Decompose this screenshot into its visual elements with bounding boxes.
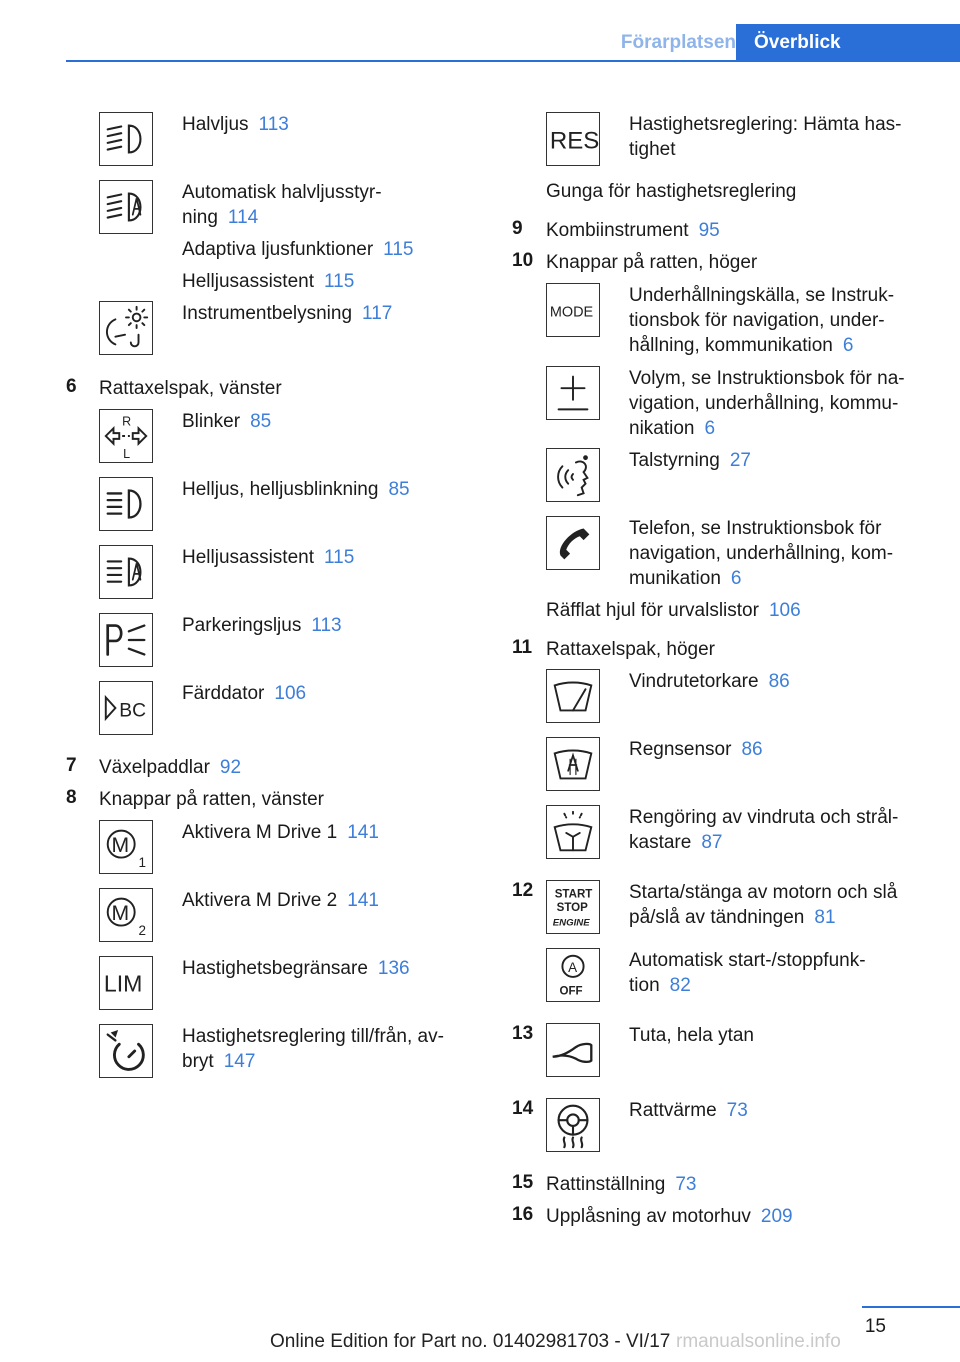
horn-icon — [546, 1023, 600, 1077]
item-line: Växelpaddlar — [99, 757, 210, 778]
m2-icon — [99, 888, 153, 942]
item-line: Automatisk halvljusstyr- — [182, 182, 382, 203]
item-text — [629, 805, 898, 855]
page-reference-link[interactable]: 113 — [311, 615, 342, 636]
item-line: Färddator — [182, 683, 265, 704]
page-reference-link[interactable]: 6 — [704, 418, 716, 439]
item-number: 12 — [512, 880, 534, 901]
item-line: Rattaxelspak, höger — [546, 639, 715, 660]
item-line: Underhållningskälla, se Instruk- — [629, 285, 895, 306]
item-text — [182, 112, 289, 137]
item-line: på/slå av tändningen — [629, 907, 805, 928]
item-number: 10 — [512, 250, 534, 271]
item-line: Hastighetsreglering till/från, av- — [182, 1026, 444, 1047]
page-reference-link[interactable]: 81 — [814, 907, 836, 928]
page-reference-link[interactable]: 106 — [274, 683, 307, 704]
footer-line — [862, 1306, 960, 1308]
item-line: Helljusassistent — [182, 547, 314, 568]
item-text — [99, 376, 282, 401]
item-line: Instrumentbelysning — [182, 303, 353, 324]
item-text — [629, 366, 905, 441]
item-text — [629, 1023, 754, 1048]
item-number: 6 — [66, 376, 77, 397]
item-text — [629, 669, 790, 694]
item-number: 8 — [66, 787, 77, 808]
item-line: Knappar på ratten, höger — [546, 252, 758, 273]
item-line: Gunga för hastighetsreglering — [546, 181, 797, 202]
page-reference-link[interactable]: 147 — [223, 1051, 256, 1072]
page-reference-link[interactable]: 209 — [760, 1206, 793, 1227]
svg-text:BC: BC — [119, 700, 147, 722]
wiper-icon — [546, 669, 600, 723]
item-line: Halvljus — [182, 114, 249, 135]
m1-icon — [99, 820, 153, 874]
item-line: Blinker — [182, 411, 241, 432]
item-line: Aktivera M Drive 1 — [182, 822, 338, 843]
item-line: Upplåsning av motorhuv — [546, 1206, 751, 1227]
item-text — [182, 269, 354, 294]
svg-text:M: M — [111, 901, 130, 925]
item-text — [182, 237, 413, 262]
page-reference-link[interactable]: 73 — [726, 1100, 748, 1121]
item-line: Rengöring av vindruta och strål- — [629, 807, 899, 828]
item-line: ning — [182, 207, 218, 228]
item-line: Tuta, hela ytan — [629, 1025, 754, 1046]
page-reference-link[interactable]: 85 — [250, 411, 272, 432]
page-reference-link[interactable]: 113 — [258, 114, 289, 135]
item-text — [629, 448, 751, 473]
item-line: Rattvärme — [629, 1100, 717, 1121]
page-reference-link[interactable]: 117 — [362, 303, 393, 324]
item-text — [546, 637, 715, 662]
item-text — [182, 180, 382, 230]
item-line: tighet — [629, 139, 676, 160]
item-line: tion — [629, 975, 660, 996]
washer-icon — [546, 805, 600, 859]
svg-text:RES: RES — [549, 127, 599, 155]
item-line: Aktivera M Drive 2 — [182, 890, 338, 911]
item-text — [182, 545, 354, 570]
page-reference-link[interactable]: 92 — [219, 757, 242, 778]
auto-low-beam-icon — [99, 180, 153, 234]
item-text — [546, 250, 757, 275]
item-line: tionsbok för navigation, under- — [629, 310, 885, 331]
auto-start-off-icon — [546, 948, 600, 1002]
item-text — [182, 477, 410, 502]
item-line: hållning, kommunikation — [629, 335, 833, 356]
item-text — [99, 755, 241, 780]
item-line: Regnsensor — [629, 739, 732, 760]
instrument-lighting-icon — [99, 301, 153, 355]
high-beam-assist-icon — [99, 545, 153, 599]
svg-text:M: M — [111, 833, 130, 857]
res-icon — [546, 112, 600, 166]
svg-text:L: L — [123, 447, 131, 462]
page-reference-link[interactable]: 106 — [768, 600, 801, 621]
svg-text:START: START — [554, 888, 593, 901]
start-stop-icon — [546, 880, 600, 934]
item-line: Parkeringsljus — [182, 615, 302, 636]
svg-text:1: 1 — [138, 855, 147, 871]
mode-icon — [546, 283, 600, 337]
page-reference-link[interactable]: 115 — [324, 547, 355, 568]
page-reference-link[interactable]: 141 — [347, 822, 379, 843]
item-number: 15 — [512, 1172, 534, 1193]
bc-icon — [99, 681, 153, 735]
item-line: Helljus, helljusblinkning — [182, 479, 379, 500]
voice-control-icon — [546, 448, 600, 502]
item-line: Hastighetsbegränsare — [182, 958, 368, 979]
item-text — [629, 516, 893, 591]
item-text — [629, 1098, 748, 1123]
item-text — [546, 218, 720, 243]
item-text — [546, 1204, 793, 1229]
low-beam-icon — [99, 112, 153, 166]
item-line: vigation, underhållning, kommu- — [629, 393, 899, 414]
page-reference-link[interactable]: 95 — [698, 220, 720, 241]
item-text — [182, 820, 379, 845]
item-text — [182, 681, 306, 706]
item-line: Talstyrning — [629, 450, 720, 471]
tab-overview[interactable]: Överblick — [736, 24, 960, 62]
item-number: 13 — [512, 1023, 534, 1044]
page-reference-link[interactable]: 27 — [729, 450, 751, 471]
item-line: kastare — [629, 832, 692, 853]
page-reference-link[interactable]: 141 — [347, 890, 379, 911]
page-reference-link[interactable]: 73 — [675, 1174, 697, 1195]
item-text — [182, 956, 410, 981]
item-text — [629, 948, 866, 998]
item-text — [629, 737, 763, 762]
item-line: Rattaxelspak, vänster — [99, 378, 282, 399]
lim-icon — [99, 956, 153, 1010]
svg-text:R: R — [122, 414, 132, 429]
item-line: nikation — [629, 418, 695, 439]
high-beam-icon — [99, 477, 153, 531]
item-number: 11 — [512, 637, 533, 658]
page-reference-link[interactable]: 86 — [768, 671, 790, 692]
item-number: 14 — [512, 1098, 534, 1119]
volume-icon — [546, 366, 600, 420]
item-line: Rattinställning — [546, 1174, 666, 1195]
edition-text: Online Edition for Part no. 01402981703 - VI/17 — [270, 1331, 671, 1352]
item-line: Automatisk start-/stoppfunk- — [629, 950, 866, 971]
svg-text:2: 2 — [138, 923, 147, 939]
watermark: rmanualsonline.info — [676, 1331, 841, 1352]
page-reference-link[interactable]: 114 — [227, 207, 259, 228]
turn-signal-icon — [99, 409, 153, 463]
item-line: Helljusassistent — [182, 271, 314, 292]
svg-text:OFF: OFF — [559, 985, 583, 998]
svg-text:A: A — [568, 960, 578, 976]
item-text — [546, 598, 801, 623]
page-reference-link[interactable]: 6 — [730, 568, 742, 589]
item-line: Vindrutetorkare — [629, 671, 759, 692]
item-text — [99, 787, 324, 812]
item-text — [629, 880, 897, 930]
page-reference-link[interactable]: 115 — [383, 239, 414, 260]
phone-icon — [546, 516, 600, 570]
page-reference-link[interactable]: 86 — [741, 739, 763, 760]
item-text — [182, 301, 392, 326]
page-reference-link[interactable]: 6 — [842, 335, 854, 356]
item-number: 9 — [512, 218, 523, 239]
item-text — [546, 179, 796, 204]
svg-text:ENGINE: ENGINE — [552, 917, 590, 929]
item-text — [629, 283, 894, 358]
page-reference-link[interactable]: 136 — [377, 958, 410, 979]
svg-text:LIM: LIM — [103, 970, 143, 997]
item-line: Telefon, se Instruktionsbok för — [629, 518, 882, 539]
item-line: munikation — [629, 568, 721, 589]
item-line: navigation, underhållning, kom- — [629, 543, 894, 564]
page-number: 15 — [864, 1316, 886, 1337]
cruise-control-icon — [99, 1024, 153, 1078]
parking-light-icon — [99, 613, 153, 667]
steering-heat-icon — [546, 1098, 600, 1152]
item-line: bryt — [182, 1051, 214, 1072]
item-line: Volym, se Instruktionsbok för na- — [629, 368, 905, 389]
item-line: Knappar på ratten, vänster — [99, 789, 324, 810]
item-line: Räfflat hjul för urvalslistor — [546, 600, 759, 621]
item-line: Starta/stänga av motorn och slå — [629, 882, 898, 903]
item-text — [546, 1172, 696, 1197]
item-text — [182, 613, 342, 638]
item-number: 16 — [512, 1204, 534, 1225]
item-line: Adaptiva ljusfunktioner — [182, 239, 374, 260]
page-reference-link[interactable]: 85 — [388, 479, 410, 500]
item-line: Hastighetsreglering: Hämta has- — [629, 114, 902, 135]
item-text — [182, 888, 379, 913]
item-line: Kombiinstrument — [546, 220, 689, 241]
item-text — [629, 112, 901, 162]
page-reference-link[interactable]: 87 — [701, 832, 723, 853]
svg-text:STOP: STOP — [556, 901, 588, 914]
svg-text:MODE: MODE — [549, 304, 594, 321]
rain-sensor-icon — [546, 737, 600, 791]
item-text — [182, 409, 271, 434]
page-reference-link[interactable]: 115 — [324, 271, 355, 292]
page-reference-link[interactable]: 82 — [669, 975, 691, 996]
item-text — [182, 1024, 444, 1074]
item-number: 7 — [66, 755, 77, 776]
breadcrumb[interactable]: Förarplatsen — [620, 32, 736, 53]
